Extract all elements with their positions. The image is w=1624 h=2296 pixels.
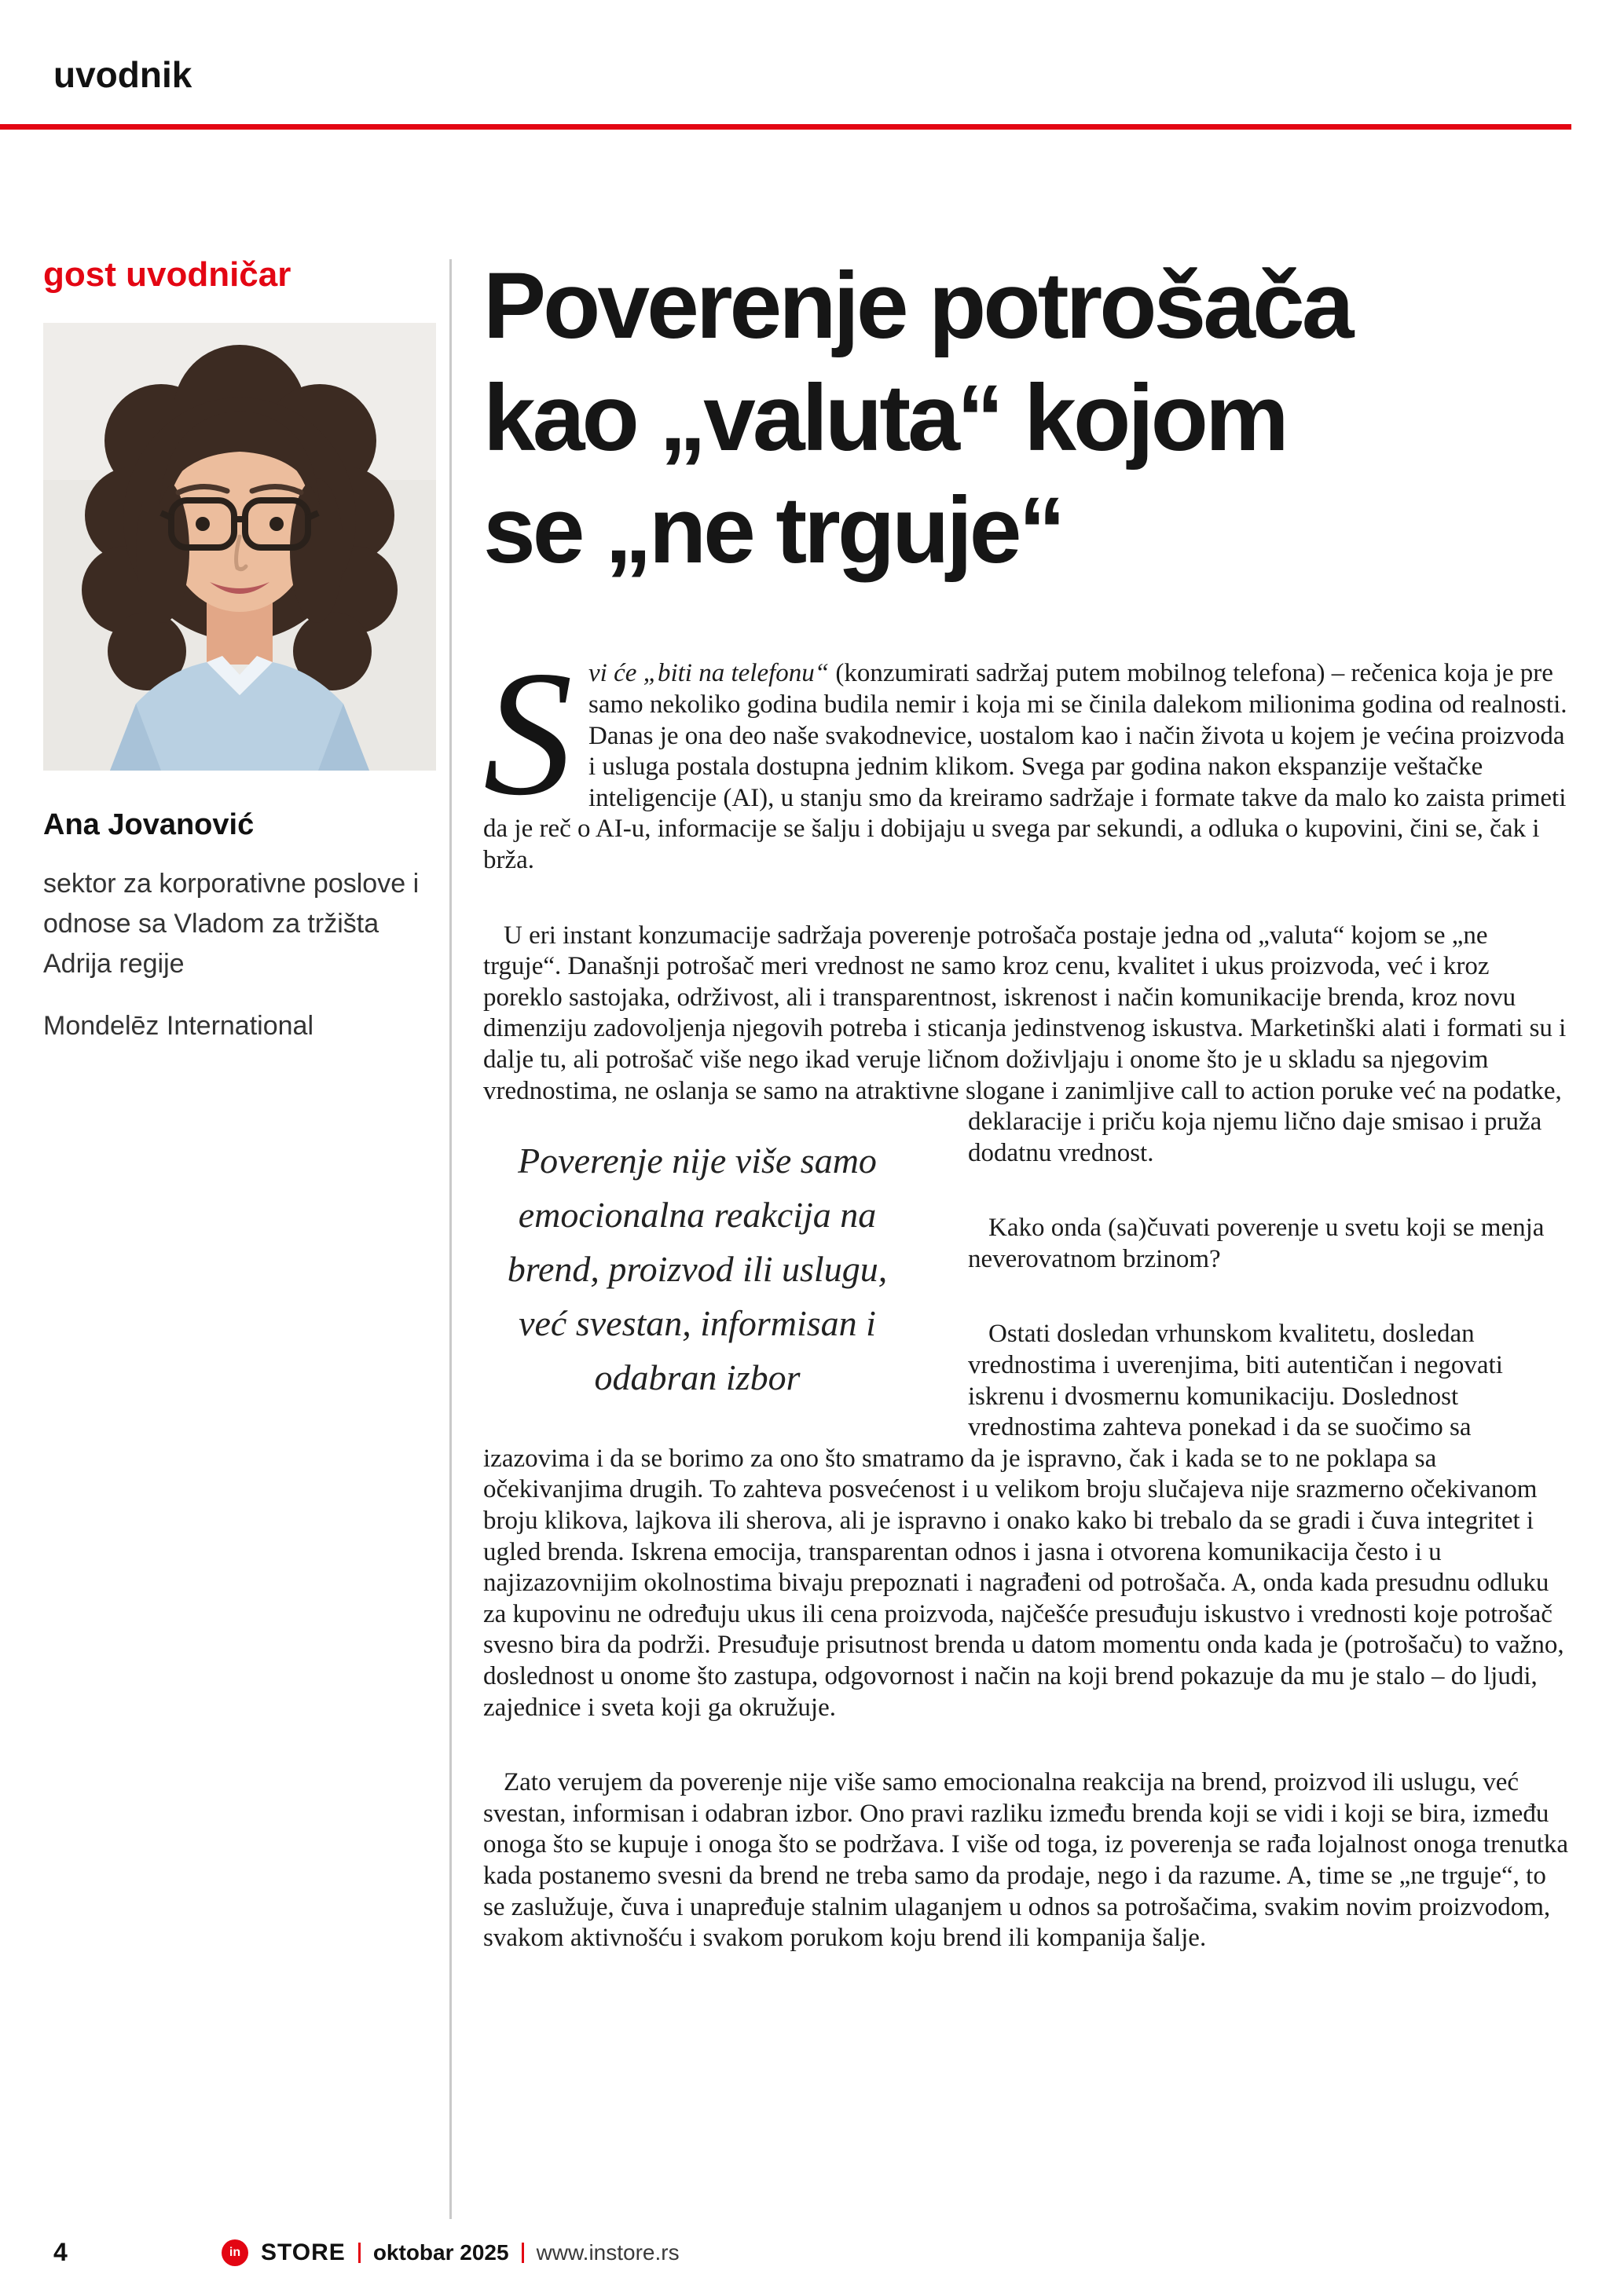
article-headline [483,250,1569,586]
lead-italic-phrase: vi će „biti na telefonu“ [588,659,830,688]
paragraph-5: Zato verujem da poverenje nije više samo emocionalna reakcija na brend, proizvod ili uslugu, već svestan, informisan i odabran izbor. Ono pravi razliku između brenda koji se vidi i koji se bira, između onoga što se kupuje i onoga što se podržava. I više od toga, iz poverenja se rađa lojalnost onoga trenutka kada postanemo svesni da brend ne treba samo da prodaje, nego i da razume. A, time se „ne trguje“, to se zaslužuje, čuva i unapređuje stalnim ulaganjem u odnos sa potrošačima, svakim novim proizvodom, svakom aktivnošću i svakom porukom koju brend ili kompanija šalje. [483,1768,1569,1953]
red-rule [0,124,1571,130]
footer-separator [358,2243,361,2263]
magazine-logo-text: STORE [261,2239,346,2265]
drop-cap: S [483,635,573,833]
footer-separator [522,2243,524,2263]
author-company: Mondelēz International [43,1011,314,1041]
website-url: www.instore.rs [536,2240,680,2265]
headline-line-2: kao „valuta“ kojom [483,364,1286,471]
article-column [483,250,1569,1998]
paragraph-lead [483,635,1569,876]
page-footer [0,2235,1624,2274]
paragraph-2-part-b: podatke, deklaracije i priču koja njemu lično daje smisao i pruža dodatnu vrednost. [968,1076,1562,1167]
pull-quote: Poverenje nije više samo emocionalna reakcija na brend, proizvod ili uslugu, već svestan, informisan i odabran izbor [507,1141,888,1398]
author-role: sektor za korporativne poslove i odnose sa Vladom za tržišta Adrija regije [43,869,420,979]
author-sidebar [43,255,440,1042]
instore-logo-icon: in [222,2239,248,2266]
column-divider [449,259,452,2219]
issue-date: oktobar 2025 [372,2240,509,2265]
headline-line-3: se „ne trguje“ [483,477,1063,583]
paragraph-2-part-a: U eri instant konzumacije sadržaja poverenje potrošača postaje jedna od „valuta“ kojom se „ne trguje“. Današnji potrošač meri vrednost ne samo kroz cenu, kvalitet i ukus proizvoda, već i kroz poreklo sastojaka, održivost, ali i transparentnost, iskrenost i način komunikacije brenda, kroz novu dimenziju zadovoljenja njegovih potreba i sticanja jedinstvenog iskustva. Marketinški alati i formati su i dalje tu, ali potrošač više nego ikad veruje ličnom doživljaju i onome što je u skladu sa njegovim vrednostima, ne oslanja se samo na atraktivne slogane i zanimljive call to action poruke već na [483,921,1567,1105]
author-portrait-photo [43,323,436,771]
headline-line-1: Poverenje potrošača [483,253,1351,358]
page-number: 4 [53,2238,68,2266]
author-name: Ana Jovanović [43,808,255,841]
footer-brand [222,2235,680,2271]
paragraph-4: Ostati dosledan vrhunskom kvalitetu, dosledan vrednostima i uverenjima, biti autentičan i negovati iskrenu i dvosmernu komunikaciju. Doslednost vrednostima zahteva ponekad i da se suočimo sa izazovima i da se borimo za ono što smatramo da je ispravno, čak i kada se to ne poklapa sa očekivanjima drugih. To zahteva posvećenost i u velikom broju slučajeva nije srazmerno očekivanom broju klikova, lajkova ili sherova, ali je ispravno i onako kako bi trebalo da se gradi i čuva integritet i ugled brenda. Iskrena emocija, transparentan odnos i jasna i otvorena komunikacija često i u najizazovnijim okolnostima bivaju prepoznati i nagrađeni od potrošača. A, onda kada presudnu odluku za kupovinu ne određuju ukus ili cena proizvoda, najčešće presuđuju iskustvo i vrednosti koje potrošač svesno bira da podrži. Presuđuje prisutnost brenda u datom momentu onda kada je (potrošaču) to važno, doslednost u onome što zastupa, odgovornost i način na koji brend pokazuje da mu je stalo – do ljudi, zajednice i sveta koji ga okružuje. [483,1320,1564,1722]
paragraph-3: Kako onda (sa)čuvati poverenje u svetu koji se menja neverovatnom brzinom? [968,1214,1545,1273]
kicker-label: gost uvodničar [43,255,291,294]
section-label: uvodnik [53,54,192,95]
lead-paragraph-text: (konzumirati sadržaj putem mobilnog telefona) – rečenica koja je pre samo nekoliko godina budila nemir i koja mi se činila dalekom milionima godina od realnosti. Danas je ona deo naše svakodnevice, uostalom kao i način života u kojem je većina proizvoda i usluga postala dostupna jednim klikom. Svega par godina nakon ekspanzije veštačke inteligencije (AI), u stanju smo da kreiramo sadržaje i formate takve da malo ko zaista primeti da je reč o AI-u, informacije se šalju i dobijaju u svega par sekundi, a odluka o kupovini, čini se, čak i brža. [483,659,1567,874]
